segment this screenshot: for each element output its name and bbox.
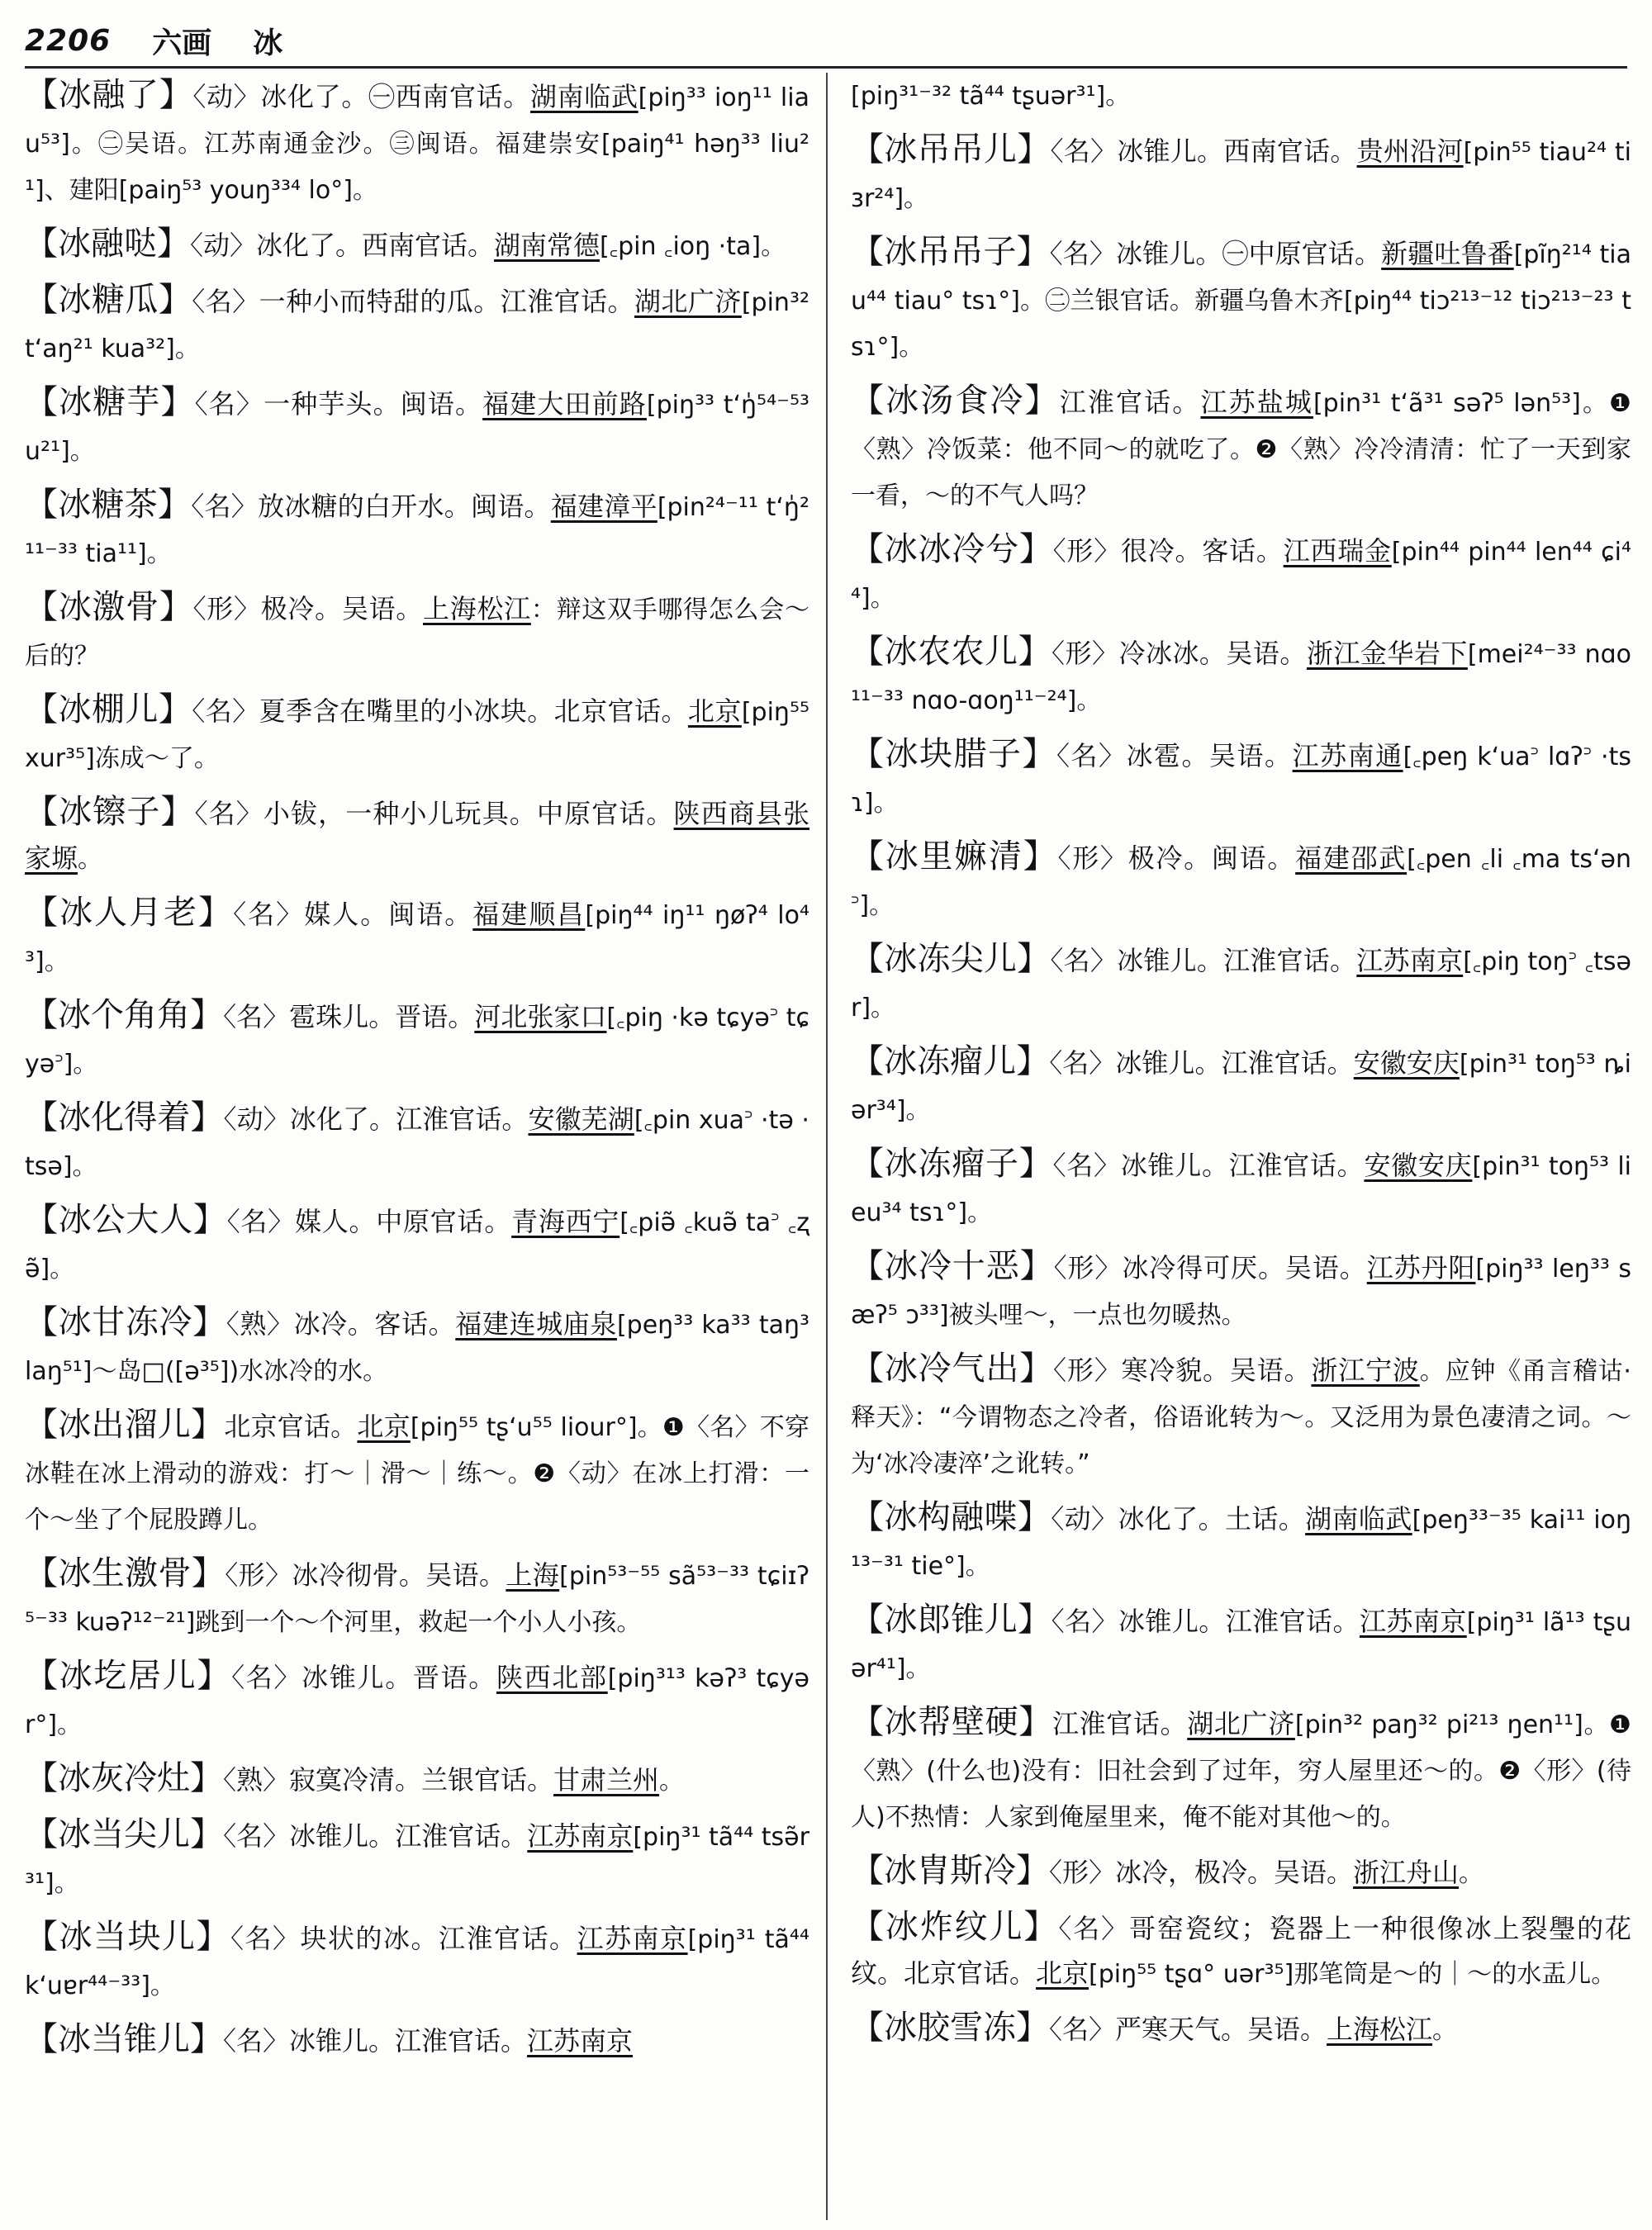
entry-headword: 【冰块腊子】 [851, 735, 1057, 773]
part-of-speech: 〈名〉 [1050, 945, 1118, 976]
entry-definition: 一种小而特甜的瓜。江淮官话。 [259, 286, 635, 317]
entry-pronunciation-and-example: 。应钟《甬言稽诂·释天》：“今谓物态之冷者，俗语讹转为～。又泛用为景色凄清之词。～为‘冰冷凄淬’之讹转。” [851, 1357, 1631, 1478]
entry-definition: 冰锥儿。㊀中原官话。 [1116, 238, 1382, 269]
entry-pronunciation-and-example: [pin³¹ toŋ⁵³ lieu³⁴ tsɿ°]。 [851, 1152, 1631, 1227]
part-of-speech: 〈形〉 [1051, 638, 1119, 669]
entry-definition: 冷冰冰。吴语。 [1118, 638, 1307, 669]
location-name: 福建漳平 [550, 491, 657, 522]
location-name: 安徽安庆 [1353, 1047, 1460, 1079]
entry-pronunciation-and-example: [piŋ³¹ lã¹³ tʂuər⁴¹]。 [851, 1608, 1631, 1683]
part-of-speech: 〈名〉 [191, 491, 259, 522]
entry-definition: 冰锥儿。西南官话。 [1117, 135, 1357, 167]
entry-pronunciation-and-example: [piŋ⁴⁴ iŋ¹¹ ŋøʔ⁴ lo⁴³]。 [25, 901, 809, 976]
entry-headword: 【冰生激骨】 [25, 1554, 225, 1592]
entry-definition: 媒人。中原官话。 [294, 1206, 512, 1237]
location-name: 陕西商县张家塬 [25, 798, 809, 874]
entry-definition: 冰锥儿。江淮官话。 [289, 1820, 528, 1852]
header-rule [25, 66, 1627, 69]
entry-headword: 【冰郎锥儿】 [851, 1601, 1051, 1639]
section-label: 六画 [152, 25, 212, 60]
entry-headword: 【冰冻瘤儿】 [851, 1042, 1050, 1080]
location-name: 湖南临武 [1305, 1503, 1412, 1535]
dictionary-entry [851, 1244, 1631, 1338]
part-of-speech: 〈名〉 [226, 1206, 295, 1237]
dictionary-entry [851, 834, 1631, 928]
entry-headword: 【冰吊吊子】 [851, 233, 1050, 271]
part-of-speech: 〈名〉 [1049, 238, 1117, 269]
entry-headword: 【冰甘冻冷】 [25, 1303, 226, 1341]
dictionary-entry [25, 482, 809, 576]
entry-pronunciation-and-example: [pin³¹ toŋ⁵³ ȵiər³⁴]。 [851, 1050, 1631, 1125]
entry-pronunciation-and-example: [꜀piŋ ·kə tɕyə꜄ tɕyə꜄]。 [25, 1004, 809, 1079]
part-of-speech: 〈名〉 [233, 899, 305, 930]
entry-pronunciation-and-example: [pin⁵³⁻⁵⁵ sã⁵³⁻³³ tɕiɪʔ⁵⁻³³ kuəʔ¹²⁻²¹]跳到一个～个河里，救起一个小人小孩。 [25, 1562, 809, 1637]
location-name: 江苏南京 [527, 1820, 634, 1852]
location-name: 北京 [357, 1411, 411, 1442]
entry-definition: 寂寞冷清。兰银官话。 [289, 1764, 554, 1796]
entry-headword: 【冰融哒】 [25, 225, 190, 263]
entry-pronunciation-and-example: [꜀pen ꜀li ꜀ma ts‘ən꜄]。 [851, 845, 1631, 920]
entry-pronunciation-and-example: [piŋ⁵⁵ tʂɑ° uər³⁵]那笔筒是～的｜～的水盂儿。 [1089, 1960, 1616, 1989]
entry-headword: 【冰人月老】 [25, 894, 234, 932]
entry-pronunciation-and-example: [piŋ³¹ tã⁴⁴ tsə̃r³¹]。 [25, 1823, 809, 1898]
entry-pronunciation-and-example: [pin³¹ t‘ã³¹ səʔ⁵ lən⁵³]。❶〈熟〉冷饭菜：他不同～的就吃了。❷〈熟〉冷冷清清：忙了一天到家一看，～的不气人吗？ [851, 389, 1631, 510]
page-header [25, 18, 1627, 63]
entry-headword: 【冰里嫲清】 [851, 837, 1058, 875]
entry-definition: 冰化了。西南官话。 [256, 230, 495, 261]
entry-headword: 【冰帮壁硬】 [851, 1703, 1052, 1741]
entry-definition: 冰雹。吴语。 [1126, 740, 1293, 771]
entry-pronunciation-and-example: [piŋ³¹ tã⁴⁴ k‘uɐr⁴⁴⁻³³]。 [25, 1925, 809, 2000]
location-name: 北京 [687, 695, 742, 727]
dictionary-entry [851, 73, 1631, 119]
entry-headword: 【冰冷气出】 [851, 1350, 1054, 1388]
dictionary-entry [25, 380, 809, 474]
part-of-speech: 〈名〉 [1050, 135, 1118, 167]
entry-definition: 冰锥儿。江淮官话。 [1120, 1150, 1365, 1181]
column-divider [826, 73, 828, 2220]
entry-definition: 小钹，一种小儿玩具。中原官话。 [263, 798, 674, 829]
right-column [851, 73, 1631, 2220]
entry-headword: 【冰胄斯冷】 [851, 1852, 1049, 1890]
entry-headword: 【冰当尖儿】 [25, 1815, 224, 1853]
entry-pronunciation-and-example: [꜀peŋ k‘ua꜄ lɑʔ꜄ ·tsɿ]。 [851, 743, 1631, 818]
part-of-speech: 〈形〉 [1052, 535, 1121, 567]
entry-pronunciation-and-example: [peŋ³³⁻³⁵ kai¹¹ ioŋ¹³⁻³¹ tie°]。 [851, 1506, 1631, 1581]
location-name: 浙江金华岩下 [1306, 638, 1468, 669]
dictionary-entry [851, 1597, 1631, 1691]
entry-pronunciation-and-example: 。 [659, 1767, 685, 1796]
entry-headword: 【冰灰冷灶】 [25, 1759, 223, 1797]
dictionary-entry [851, 1700, 1631, 1840]
entry-definition: 冰锥儿。江淮官话。 [1115, 1047, 1354, 1079]
location-name: 浙江舟山 [1353, 1857, 1460, 1888]
entry-pronunciation-and-example: [piŋ³¹⁻³² tã⁴⁴ tʂuər³¹]。 [851, 82, 1131, 111]
entry-headword: 【冰冻瘤子】 [851, 1145, 1053, 1183]
entry-definition: 冰化了。㊀西南官话。 [260, 81, 530, 112]
entry-pronunciation-and-example: [piŋ³³ leŋ³³ sæʔ⁵ ɔ³³]被头哩～，一点也勿暖热。 [851, 1255, 1631, 1330]
entry-pronunciation-and-example: 。 [1459, 1859, 1484, 1888]
entry-headword: 【冰出溜儿】 [25, 1406, 225, 1444]
location-name: 江苏盐城 [1200, 387, 1313, 418]
dictionary-entry [851, 1495, 1631, 1589]
entry-headword: 【冰化得着】 [25, 1098, 224, 1136]
location-name: 江苏南京 [1356, 945, 1464, 976]
dictionary-entry [851, 127, 1631, 221]
entry-definition: 哥窑瓷纹；瓷器上一种很像冰上裂璺的花纹。北京官话。 [851, 1913, 1631, 1989]
entry-pronunciation-and-example: [piŋ³¹³ kəʔ³ tɕyər°]。 [25, 1664, 809, 1739]
entry-headword: 【冰棚儿】 [25, 690, 192, 728]
entry-pronunciation-and-example: [꜀pin xua꜄ ·tə ·tsə]。 [25, 1106, 809, 1181]
part-of-speech: 〈形〉 [1053, 1355, 1122, 1386]
location-name: 江苏丹阳 [1366, 1252, 1476, 1283]
entry-pronunciation-and-example: [pin⁵⁵ tiau²⁴ tiɜr²⁴]。 [851, 138, 1631, 213]
location-name: 湖北广济 [1187, 1708, 1295, 1739]
part-of-speech: 〈动〉 [223, 1103, 290, 1135]
entry-headword: 【冰糖茶】 [25, 486, 192, 524]
entry-definition: 极冷。闽语。 [1127, 842, 1296, 874]
entry-pronunciation-and-example: 。 [78, 845, 103, 874]
part-of-speech: 〈动〉 [1051, 1503, 1118, 1535]
location-name: 上海 [506, 1559, 560, 1591]
entry-definition: 极冷。吴语。 [260, 593, 423, 624]
part-of-speech: 〈熟〉 [223, 1764, 290, 1796]
entry-definition: 冰锥儿。晋语。 [301, 1662, 496, 1693]
part-of-speech: 〈名〉 [223, 1001, 290, 1032]
location-name: 福建邵武 [1295, 842, 1408, 874]
location-name: 江苏南通 [1292, 740, 1403, 771]
entry-pronunciation-and-example: [piŋ⁵⁵ xur³⁵]冻成～了。 [25, 698, 809, 773]
location-name: 安徽芜湖 [528, 1103, 634, 1135]
entry-headword: 【冰圪居儿】 [25, 1657, 232, 1695]
entry-definition: 冰冷，极冷。吴语。 [1115, 1857, 1354, 1888]
dictionary-entry [25, 687, 809, 781]
entry-definition: 冰化了。江淮官话。 [289, 1103, 529, 1135]
dictionary-entry [25, 1756, 809, 1804]
dictionary-entry [25, 1095, 809, 1189]
location-name: 浙江宁波 [1311, 1355, 1420, 1386]
entry-definition: 媒人。闽语。 [304, 899, 473, 930]
entry-pronunciation-and-example: [꜀piŋ toŋ꜄ ꜀tsər]。 [851, 947, 1631, 1022]
location-name: 湖北广济 [634, 286, 742, 317]
dictionary-entry [851, 1141, 1631, 1236]
entry-definition: 块状的冰。江淮官话。 [300, 1923, 577, 1954]
part-of-speech: 〈动〉 [190, 230, 257, 261]
location-name: 上海松江 [1327, 2014, 1433, 2045]
part-of-speech: 〈名〉 [230, 1923, 301, 1954]
entry-definition: 冰化了。土话。 [1118, 1503, 1306, 1535]
dictionary-entry [25, 1654, 809, 1748]
entry-pronunciation-and-example: [piŋ³³ ioŋ¹¹ liau⁵³]。㊁吴语。江苏南通金沙。㊂闽语。福建崇安[paiŋ⁴¹ həŋ³³ liu²¹]、建阳[paiŋ⁵³ youŋ³³⁴ lo°]。 [25, 83, 809, 205]
dictionary-entry [25, 1198, 809, 1292]
entry-pronunciation-and-example: [piŋ³³ t‘ŋ̍⁵⁴⁻⁵³ u²¹]。 [25, 391, 809, 466]
location-name: 江西瑞金 [1283, 535, 1392, 567]
entry-definition: 一种芋头。闽语。 [263, 388, 483, 420]
entry-pronunciation-and-example: [piŋ⁵⁵ tʂ‘u⁵⁵ liour°]。❶〈名〉不穿冰鞋在冰上滑动的游戏：打～｜滑～｜练～。❷〈动〉在冰上打滑：一个～坐了个屁股蹲儿。 [25, 1413, 809, 1535]
part-of-speech: 〈名〉 [194, 388, 264, 420]
dictionary-entry [25, 1402, 809, 1543]
dictionary-entry [851, 732, 1631, 826]
entry-headword: 【冰糖瓜】 [25, 281, 192, 319]
part-of-speech: 〈名〉 [223, 2025, 290, 2057]
location-name: 安徽安庆 [1364, 1150, 1473, 1181]
location-name: 上海松江 [423, 593, 531, 624]
entry-headword: 【冰当锥儿】 [25, 2020, 223, 2058]
dictionary-entry [25, 890, 809, 985]
location-name: 北京 [1036, 1957, 1089, 1989]
part-of-speech: 〈形〉 [1049, 1857, 1116, 1888]
entry-headword: 【冰公大人】 [25, 1201, 227, 1239]
entry-definition: 夏季含在嘴里的小冰块。北京官话。 [259, 695, 688, 727]
dictionary-entry [25, 73, 809, 213]
dictionary-entry [851, 2005, 1631, 2053]
part-of-speech: 〈名〉 [1051, 1606, 1118, 1637]
entry-pronunciation-and-example: [pin³² t‘aŋ²¹ kua³²]。 [25, 288, 809, 363]
part-of-speech: 〈形〉 [225, 1559, 292, 1591]
part-of-speech: 〈名〉 [1049, 2014, 1116, 2045]
entry-definition: 雹珠儿。晋语。 [289, 1001, 475, 1032]
entry-definition: 江淮官话。 [1051, 1708, 1188, 1739]
location-name: 贵州沿河 [1356, 135, 1464, 167]
page-number: 2206 [25, 23, 112, 58]
entry-definition: 严寒天气。吴语。 [1115, 2014, 1327, 2045]
entry-definition: 冰锥儿。江淮官话。 [1117, 945, 1357, 976]
entry-definition: 寒冷貌。吴语。 [1121, 1355, 1312, 1386]
entry-headword: 【冰当块儿】 [25, 1918, 231, 1956]
location-name: 湖南常德 [494, 230, 601, 261]
entry-pronunciation-and-example: [꜀piə̃ ꜀kuə̃ ta꜄ ꜀ʐə̃]。 [25, 1208, 809, 1283]
part-of-speech: 〈熟〉 [225, 1308, 294, 1340]
entry-headword: 【冰农农儿】 [851, 633, 1051, 671]
entry-headword: 【冰糖芋】 [25, 383, 195, 421]
location-name: 江苏南京 [577, 1923, 688, 1954]
entry-headword: 【冰个角角】 [25, 996, 224, 1034]
entry-pronunciation-and-example: [mei²⁴⁻³³ nɑo¹¹⁻³³ nɑo-ɑoŋ¹¹⁻²⁴]。 [851, 640, 1631, 715]
dictionary-entry [851, 1848, 1631, 1896]
entry-definition: 冰冷彻骨。吴语。 [292, 1559, 506, 1591]
location-name: 福建连城庙泉 [455, 1308, 617, 1340]
part-of-speech: 〈形〉 [192, 593, 261, 624]
entry-definition: 放冰糖的白开水。闽语。 [258, 491, 551, 522]
dictionary-entry [25, 221, 809, 269]
location-name: 福建顺昌 [472, 899, 586, 930]
location-name: 江苏南京 [527, 2025, 634, 2057]
entry-pronunciation-and-example: [pin²⁴⁻¹¹ t‘ŋ̍²¹¹⁻³³ tia¹¹]。 [25, 493, 809, 568]
entry-pronunciation-and-example: [pin³² paŋ³² pi²¹³ ŋen¹¹]。❶〈熟〉(什么也)没有：旧社会到了过年，穷人屋里还～的。❷〈形〉(待人)不热情：人家到俺屋里来，俺不能对其他～的。 [851, 1710, 1631, 1832]
location-name: 江苏南京 [1359, 1606, 1467, 1637]
dictionary-entry [25, 1812, 809, 1906]
entry-pronunciation-and-example: [peŋ³³ ka³³ taŋ³ laŋ⁵¹]～岛□([ə³⁵])水冰冷的水。 [25, 1311, 809, 1386]
dictionary-entry [851, 1346, 1631, 1487]
entry-headword: 【冰汤食冷】 [851, 382, 1060, 420]
dictionary-entry [25, 1551, 809, 1645]
part-of-speech: 〈形〉 [1057, 842, 1128, 874]
entry-headword: 【冰激骨】 [25, 588, 193, 626]
part-of-speech: 〈名〉 [231, 1662, 302, 1693]
left-column [25, 73, 809, 2220]
dictionary-entry [25, 790, 809, 882]
location-name: 陕西北部 [496, 1662, 608, 1693]
dictionary-entry [25, 993, 809, 1087]
part-of-speech: 〈名〉 [223, 1820, 290, 1852]
part-of-speech: 〈名〉 [192, 286, 259, 317]
dictionary-entry [25, 1914, 809, 2009]
dictionary-entry [851, 527, 1631, 621]
part-of-speech: 〈动〉 [192, 81, 261, 112]
part-of-speech: 〈名〉 [1056, 740, 1127, 771]
location-name: 湖南临武 [529, 81, 638, 112]
entry-headword: 【冰炸纹儿】 [851, 1908, 1059, 1946]
dictionary-entry [25, 1300, 809, 1394]
entry-pronunciation-and-example: ：辩这双手哪得怎么会～后的？ [25, 595, 809, 671]
dictionary-entry [25, 278, 809, 372]
location-name: 河北张家口 [474, 1001, 607, 1032]
dictionary-entry [851, 1039, 1631, 1133]
dictionary-entry [25, 585, 809, 679]
entry-definition: 冰冷得可厌。吴语。 [1122, 1252, 1367, 1283]
part-of-speech: 〈名〉 [192, 695, 259, 727]
entry-definition: 江淮官话。 [1059, 387, 1201, 418]
location-name: 新疆吐鲁番 [1381, 238, 1514, 269]
part-of-speech: 〈名〉 [1052, 1150, 1121, 1181]
part-of-speech: 〈名〉 [1049, 1047, 1116, 1079]
part-of-speech: 〈名〉 [1058, 1913, 1129, 1944]
location-name: 福建大田前路 [482, 388, 647, 420]
entry-pronunciation-and-example: [꜀pin ꜀ioŋ ·ta]。 [600, 232, 786, 261]
dictionary-entry [851, 629, 1631, 724]
entry-pronunciation-and-example: [pĩŋ²¹⁴ tiau⁴⁴ tiau° tsɿ°]。㊁兰银官话。新疆乌鲁木齐[piŋ⁴⁴ tiɔ²¹³⁻¹² tiɔ²¹³⁻²³ tsɿ°]。 [851, 240, 1631, 362]
location-name: 甘肃兰州 [553, 1764, 660, 1796]
dictionary-entry [851, 378, 1631, 519]
entry-pronunciation-and-example: [pin⁴⁴ pin⁴⁴ len⁴⁴ ɕi⁴⁴]。 [851, 538, 1631, 613]
entry-headword: 【冰胶雪冻】 [851, 2009, 1049, 2047]
entry-headword: 【冰吊吊儿】 [851, 130, 1051, 168]
part-of-speech: 〈名〉 [194, 798, 263, 829]
entry-definition: 冰锥儿。江淮官话。 [289, 2025, 528, 2057]
entry-headword: 【冰冷十恶】 [851, 1247, 1054, 1285]
part-of-speech: 〈形〉 [1053, 1252, 1123, 1283]
entry-definition: 很冷。客话。 [1120, 535, 1284, 567]
dictionary-entry [25, 2017, 809, 2063]
dictionary-entry [851, 230, 1631, 370]
entry-definition: 冰冷。客话。 [293, 1308, 456, 1340]
entry-definition: 冰锥儿。江淮官话。 [1118, 1606, 1360, 1637]
entry-pronunciation-and-example: 。 [1432, 2016, 1458, 2045]
entry-headword: 【冰冰冷兮】 [851, 530, 1053, 568]
entry-headword: 【冰镲子】 [25, 793, 195, 831]
entry-headword: 【冰冻尖儿】 [851, 940, 1051, 978]
entry-headword: 【冰构融喋】 [851, 1498, 1051, 1536]
location-name: 青海西宁 [511, 1206, 620, 1237]
entry-definition: 北京官话。 [224, 1411, 358, 1442]
head-character: 冰 [253, 25, 283, 60]
entry-headword: 【冰融了】 [25, 76, 193, 114]
dictionary-entry [851, 937, 1631, 1031]
dictionary-entry [851, 1905, 1631, 1997]
